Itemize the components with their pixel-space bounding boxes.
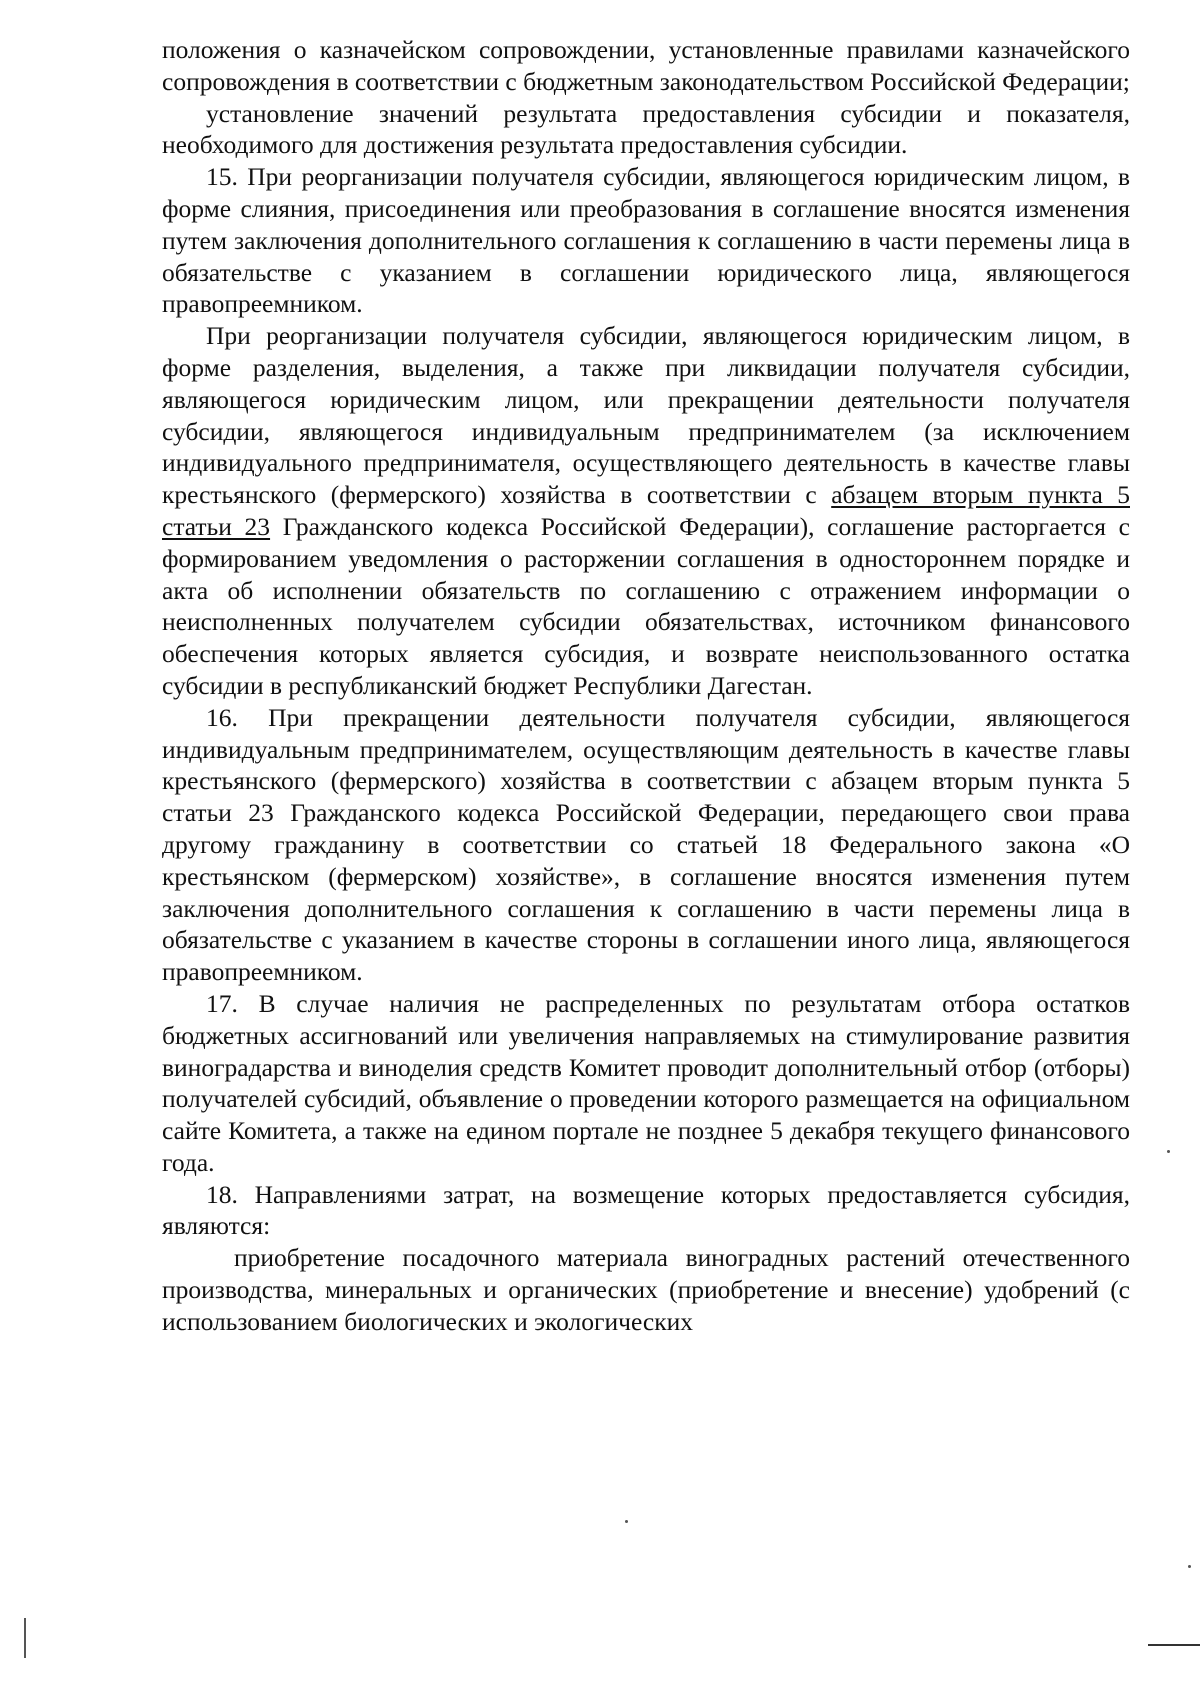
scan-speck xyxy=(1188,1565,1191,1568)
paragraph-15-reorganization xyxy=(162,320,1130,702)
paragraph-17: 17. В случае наличия не распределенных по результатам отбора остатков бюджетных ассигнований или увеличения направляемых на стимулирование развития виноградарства и виноделия средств Комитет проводит дополнительный отбор (отборы) получателей субсидий, объявление о проведении которого размещается на официальном сайте Комитета, а также на едином портале не позднее 5 декабря текущего финансового года. xyxy=(162,988,1130,1177)
paragraph-15b-text-after: Гражданского кодекса Российской Федерации), соглашение расторгается с формированием уведомления о расторжении соглашения в одностороннем порядке и акта об исполнении обязательств по соглашению с отражением информации о неисполненных получателем субсидии обязательствах, источником финансового обеспечения которых является субсидия, и возврате неиспользованного остатка субсидии в республиканский бюджет Республики Дагестан. xyxy=(162,511,1130,700)
scan-speck xyxy=(1167,1150,1170,1153)
paragraph-result-values: установление значений результата предоставления субсидии и показателя, необходимого для достижения результата предоставления субсидии. xyxy=(162,98,1130,160)
paragraph-18-purchase: приобретение посадочного материала виноградных растений отечественного производства, минеральных и органических (приобретение и внесение) удобрений (с использованием биологических и экологических xyxy=(162,1243,1130,1336)
scan-edge-line xyxy=(1148,1644,1200,1646)
scan-margin-mark xyxy=(24,1618,26,1658)
paragraph-15: 15. При реорганизации получателя субсидии, являющегося юридическим лицом, в форме слияния, присоединения или преобразования в соглашение вносятся изменения путем заключения дополнительного соглашения к соглашению в части перемены лица в обязательстве с указанием в соглашении юридического лица, являющегося правопреемником. xyxy=(162,162,1130,319)
paragraph-16: 16. При прекращении деятельности получателя субсидии, являющегося индивидуальным предпринимателем, осуществляющим деятельность в качестве главы крестьянского (фермерского) хозяйства в соответствии с абзацем вторым пункта 5 статьи 23 Гражданского кодекса Российской Федерации, передающего свои права другому гражданину в соответствии со статьей 18 Федерального закона «О крестьянском (фермерском) хозяйстве», в соглашение вносятся изменения путем заключения дополнительного соглашения к соглашению в части перемены лица в обязательстве с указанием в качестве стороны в соглашении иного лица, являющегося правопреемником. xyxy=(162,702,1130,987)
paragraph-15b-text-before: При реорганизации получателя субсидии, являющегося юридическим лицом, в форме разделения, выделения, а также при ликвидации получателя субсидии, являющегося юридическим лицом, или прекращении деятельности получателя субсидии, являющегося индивидуальным предпринимателем (за исключением индивидуального предпринимателя, осуществляющего деятельность в качестве главы крестьянского (фермерского) хозяйства в соответствии с xyxy=(162,321,1130,510)
paragraph-18: 18. Направлениями затрат, на возмещение которых предоставляется субсидия, являются: xyxy=(162,1179,1130,1241)
civil-code-link[interactable]: абзацем вторым пункта 5 статьи 23 xyxy=(162,480,1130,541)
scan-speck xyxy=(625,1520,628,1523)
document-page xyxy=(162,34,1130,1338)
paragraph-treasury-support: положения о казначейском сопровождении, установленные правилами казначейского сопровождения в соответствии с бюджетным законодательством Российской Федерации; xyxy=(162,35,1130,96)
